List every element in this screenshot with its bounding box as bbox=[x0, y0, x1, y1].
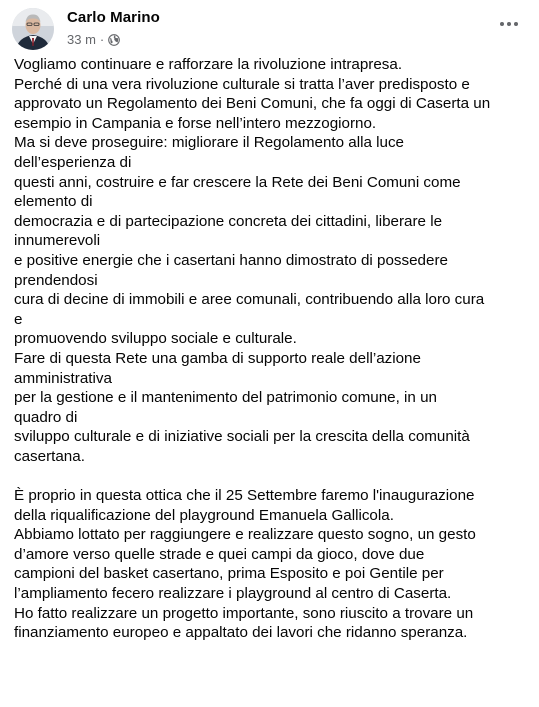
post-meta bbox=[67, 32, 120, 47]
avatar-photo bbox=[12, 8, 54, 50]
post-text bbox=[14, 55, 530, 643]
post-text-line: Abbiamo lottato per raggiungere e realizzare questo sogno, un gesto bbox=[14, 526, 476, 544]
paragraph-spacer bbox=[14, 466, 530, 486]
post-text-line: Ma si deve proseguire: migliorare il Regolamento alla luce bbox=[14, 134, 405, 152]
more-options-icon bbox=[499, 21, 519, 27]
post-text-line: esempio in Campania e forse nell’intero mezzogiorno. bbox=[14, 114, 377, 132]
post-text-line: finanziamento europeo e appaltato dei lavori che ridanno speranza. bbox=[14, 624, 468, 642]
post-text-line: per la gestione e il mantenimento del patrimonio comune, in un bbox=[14, 389, 437, 407]
post-text-line: casertana. bbox=[14, 447, 85, 465]
post-paragraph-1 bbox=[14, 55, 530, 466]
post-text-line: democrazia e di partecipazione concreta dei cittadini, liberare le bbox=[14, 212, 443, 230]
post-text-line: Fare di questa Rete una gamba di supporto reale dell’azione bbox=[14, 349, 421, 367]
post-text-line: promuovendo sviluppo sociale e culturale. bbox=[14, 330, 297, 348]
post-text-line: elemento di bbox=[14, 193, 93, 211]
post-text-line: campioni del basket casertano, prima Esposito e poi Gentile per bbox=[14, 565, 444, 583]
post-text-line: amministrativa bbox=[14, 369, 112, 387]
globe-icon[interactable] bbox=[108, 34, 120, 46]
avatar[interactable] bbox=[12, 8, 54, 50]
post-text-line: prendendosi bbox=[14, 271, 98, 289]
author-name[interactable]: Carlo Marino bbox=[67, 9, 160, 26]
post-text-line: Ho fatto realizzare un progetto importante, sono riuscito a trovare un bbox=[14, 604, 474, 622]
more-options-button[interactable] bbox=[495, 14, 523, 34]
post-text-line: approvato un Regolamento dei Beni Comuni, che fa oggi di Caserta un bbox=[14, 95, 491, 113]
post-text-line: e positive energie che i casertani hanno dimostrato di possedere bbox=[14, 251, 448, 269]
post-text-line: cura di decine di immobili e aree comunali, contribuendo alla loro cura bbox=[14, 291, 485, 309]
post-text-line: innumerevoli bbox=[14, 232, 101, 250]
meta-separator: · bbox=[99, 32, 105, 47]
post-text-line: e bbox=[14, 310, 23, 328]
post-header bbox=[12, 8, 527, 52]
post-text-line: d’amore verso quelle strade e quei campi da gioco, dove due bbox=[14, 545, 425, 563]
post-text-line: l’ampliamento fecero realizzare i playground al centro di Caserta. bbox=[14, 585, 452, 603]
post-text-line: È proprio in questa ottica che il 25 Settembre faremo l'inaugurazione bbox=[14, 487, 475, 505]
post-paragraph-2 bbox=[14, 486, 530, 643]
post-text-line: Vogliamo continuare e rafforzare la rivoluzione intrapresa. bbox=[14, 56, 403, 73]
post-text-line: Perché di una vera rivoluzione culturale si tratta l’aver predisposto e bbox=[14, 75, 470, 93]
post-time[interactable]: 33 m bbox=[67, 32, 96, 47]
post-text-line: quadro di bbox=[14, 408, 78, 426]
post-text-line: questi anni, costruire e far crescere la Rete dei Beni Comuni come bbox=[14, 173, 461, 191]
post-text-line: sviluppo culturale e di iniziative sociali per la crescita della comunità bbox=[14, 428, 470, 446]
post-text-line: della riqualificazione del playground Emanuela Gallicola. bbox=[14, 506, 394, 524]
post-text-line: dell’esperienza di bbox=[14, 153, 132, 171]
